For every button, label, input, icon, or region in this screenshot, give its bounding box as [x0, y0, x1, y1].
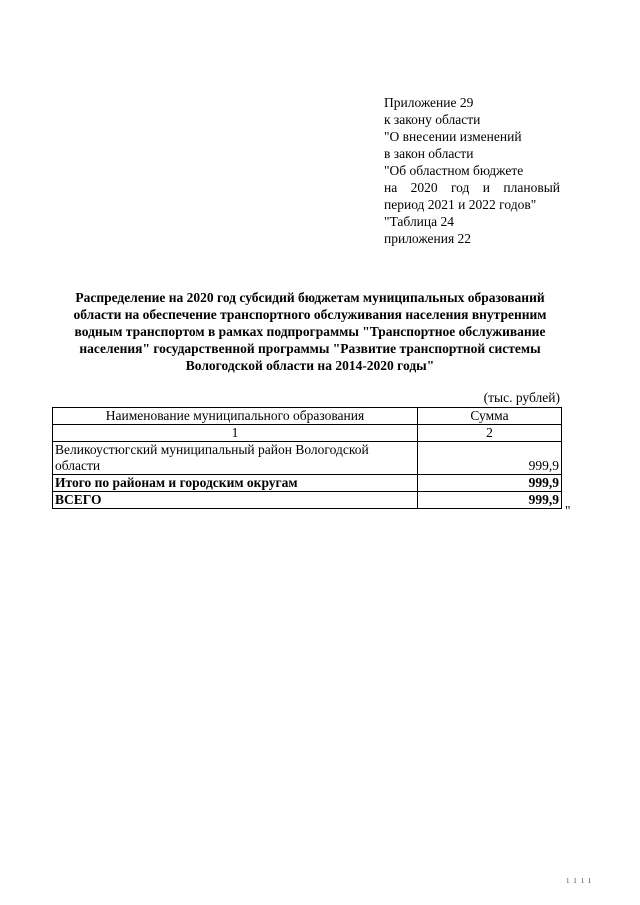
appendix-word: на: [384, 180, 398, 195]
closing-quote: ": [565, 503, 571, 518]
appendix-word: год: [450, 180, 470, 195]
appendix-line: "Об областном бюджете: [384, 163, 524, 178]
table-row: [53, 442, 562, 475]
row-sum: 999,9: [417, 492, 561, 509]
column-number: 1: [53, 425, 418, 442]
appendix-line: "Таблица 24: [384, 214, 454, 229]
table-number-row: [53, 425, 562, 442]
header-sum: Сумма: [417, 408, 561, 425]
appendix-justified-line: [384, 179, 560, 196]
appendix-line: период 2021 и 2022 годов": [384, 197, 537, 212]
subsidy-table: [52, 407, 562, 509]
appendix-line: в закон области: [384, 146, 474, 161]
appendix-line: Приложение 29: [384, 95, 474, 110]
appendix-word: 2020: [410, 180, 438, 195]
appendix-word: и: [482, 180, 491, 195]
row-sum: 999,9: [417, 475, 561, 492]
appendix-line: "О внесении изменений: [384, 129, 522, 144]
appendix-word: плановый: [503, 180, 560, 195]
row-name: Итого по районам и городским округам: [53, 475, 418, 492]
appendix-line: приложения 22: [384, 231, 472, 246]
units-label: (тыс. рублей): [483, 390, 560, 405]
header-name: Наименование муниципального образования: [53, 408, 418, 425]
table-header-row: [53, 408, 562, 425]
document-title: Распределение на 2020 год субсидий бюджетам муниципальных образований области на обеспечение транспортного обслуживания населения внутренним водным транспортом в рамках подпрограммы "Транспортное обслуживание населения" государственной программы "Развитие транспортной системы Вологодской области на 2014-2020 годы": [73, 290, 547, 373]
row-name: ВСЕГО: [53, 492, 418, 509]
appendix-block: [384, 94, 560, 247]
row-name: Великоустюгский муниципальный район Вологодской области: [53, 442, 418, 475]
column-number: 2: [417, 425, 561, 442]
table-row: [53, 492, 562, 509]
appendix-line: к закону области: [384, 112, 481, 127]
row-sum: 999,9: [417, 442, 561, 475]
table-row: [53, 475, 562, 492]
page-mark: 1 1 1 1: [566, 877, 593, 885]
